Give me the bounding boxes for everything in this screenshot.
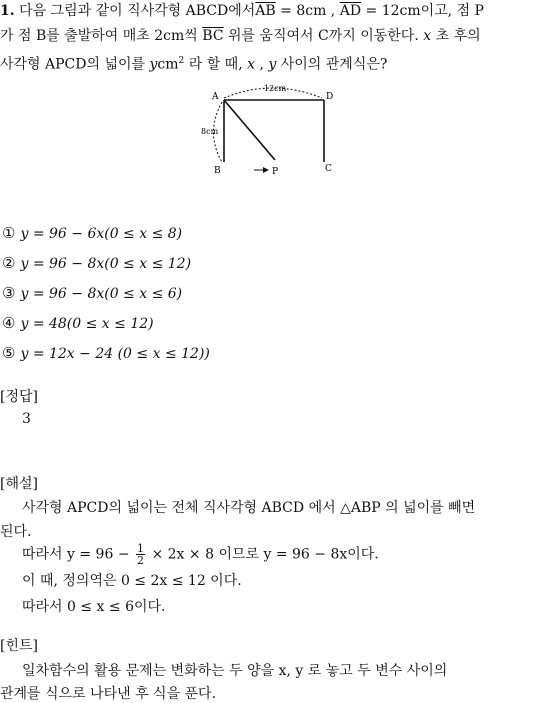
- option-3-text: y = 96 − 8x(0 ≤ x ≤ 6): [20, 286, 183, 302]
- label-d: D: [326, 92, 334, 102]
- question-text-3d: 사이의 관계식은?: [276, 56, 388, 73]
- option-3[interactable]: [2, 284, 182, 302]
- question-text-3a: 사각형 APCD의 넓이를: [0, 56, 150, 73]
- explanation-line-3b: × 2x × 8 이므로 y = 96 − 8x이다.: [151, 546, 379, 563]
- hint-label: [힌트]: [0, 638, 38, 654]
- label-b: B: [214, 166, 221, 176]
- option-5[interactable]: [2, 344, 210, 362]
- option-4[interactable]: [2, 314, 154, 332]
- option-2-text: y = 96 − 8x(0 ≤ x ≤ 12): [20, 256, 192, 272]
- label-left-length: 8cm: [201, 127, 219, 136]
- unit-cm: cm: [157, 56, 179, 73]
- option-2[interactable]: [2, 254, 191, 272]
- option-5-text: y = 12x − 24 (0 ≤ x ≤ 12)): [20, 346, 210, 362]
- label-p: P: [272, 167, 279, 177]
- segment-ab: $\overline{AB}$: [255, 3, 276, 19]
- question-text-1a: 다음 그림과 같이 직사각형 ABCD에서: [19, 3, 256, 19]
- option-1[interactable]: [2, 224, 182, 242]
- var-y-2: y: [268, 56, 277, 73]
- question-text-2c: 초 후의: [431, 28, 481, 44]
- explanation-line-2: 된다.: [0, 524, 32, 540]
- segment-ad: $\overline{AD}$: [339, 3, 362, 19]
- question-text-3b: 라 할 때,: [184, 56, 248, 73]
- option-3-mark: ③: [2, 284, 16, 302]
- motion-arrowhead: [263, 167, 269, 173]
- label-top-length: 12cm: [264, 84, 287, 93]
- unit-square: 2: [178, 56, 185, 66]
- question-text-2a: 가 점 B를 출발하여 매초 2cm씩: [0, 28, 198, 44]
- answer-label: [정답]: [0, 389, 38, 405]
- question-text-2b: 위를 움직여서 C까지 이동한다.: [223, 28, 424, 44]
- question-number: 1.: [0, 3, 15, 19]
- answer-value: 3: [22, 411, 31, 427]
- segment-bc: $\overline{BC}$: [202, 28, 224, 44]
- question-text-1b: = 8cm ,: [275, 3, 336, 19]
- label-c: C: [325, 164, 332, 174]
- hint-line-1: 일차함수의 활용 문제는 변화하는 두 양을 x, y 로 놓고 두 변수 사이의: [22, 663, 448, 679]
- question-text-1c: = 12cm이고, 점 P: [361, 3, 484, 19]
- var-x-2: x: [247, 56, 256, 73]
- var-x: x: [423, 28, 432, 44]
- hint-line-2: 관계를 식으로 나타낸 후 식을 푼다.: [0, 686, 217, 702]
- explanation-line-4: 이 때, 정의역은 0 ≤ 2x ≤ 12 이다.: [22, 573, 242, 589]
- option-4-text: y = 48(0 ≤ x ≤ 12): [20, 316, 154, 332]
- option-2-mark: ②: [2, 254, 16, 272]
- explanation-line-3a: 따라서 y = 96 −: [22, 546, 130, 563]
- option-1-text: y = 96 − 6x(0 ≤ x ≤ 8): [20, 226, 183, 242]
- fraction-denominator: 2: [137, 554, 145, 567]
- label-a: A: [212, 92, 219, 102]
- option-5-mark: ⑤: [2, 344, 16, 362]
- var-y: y: [149, 56, 158, 73]
- explanation-line-5: 따라서 0 ≤ x ≤ 6이다.: [22, 599, 166, 615]
- option-1-mark: ①: [2, 224, 16, 242]
- fraction-numerator: 1: [137, 542, 145, 555]
- fraction-one-half: [136, 543, 145, 566]
- explanation-label: [해설]: [0, 476, 38, 492]
- explanation-line-3: [22, 543, 379, 566]
- segment-ap: [224, 100, 275, 160]
- explanation-line-1: 사각형 APCD의 넓이는 전체 직사각형 ABCD 에서 △ABP 의 넓이를 빼면: [22, 500, 476, 516]
- question-text-3c: ,: [255, 56, 269, 73]
- option-4-mark: ④: [2, 314, 16, 332]
